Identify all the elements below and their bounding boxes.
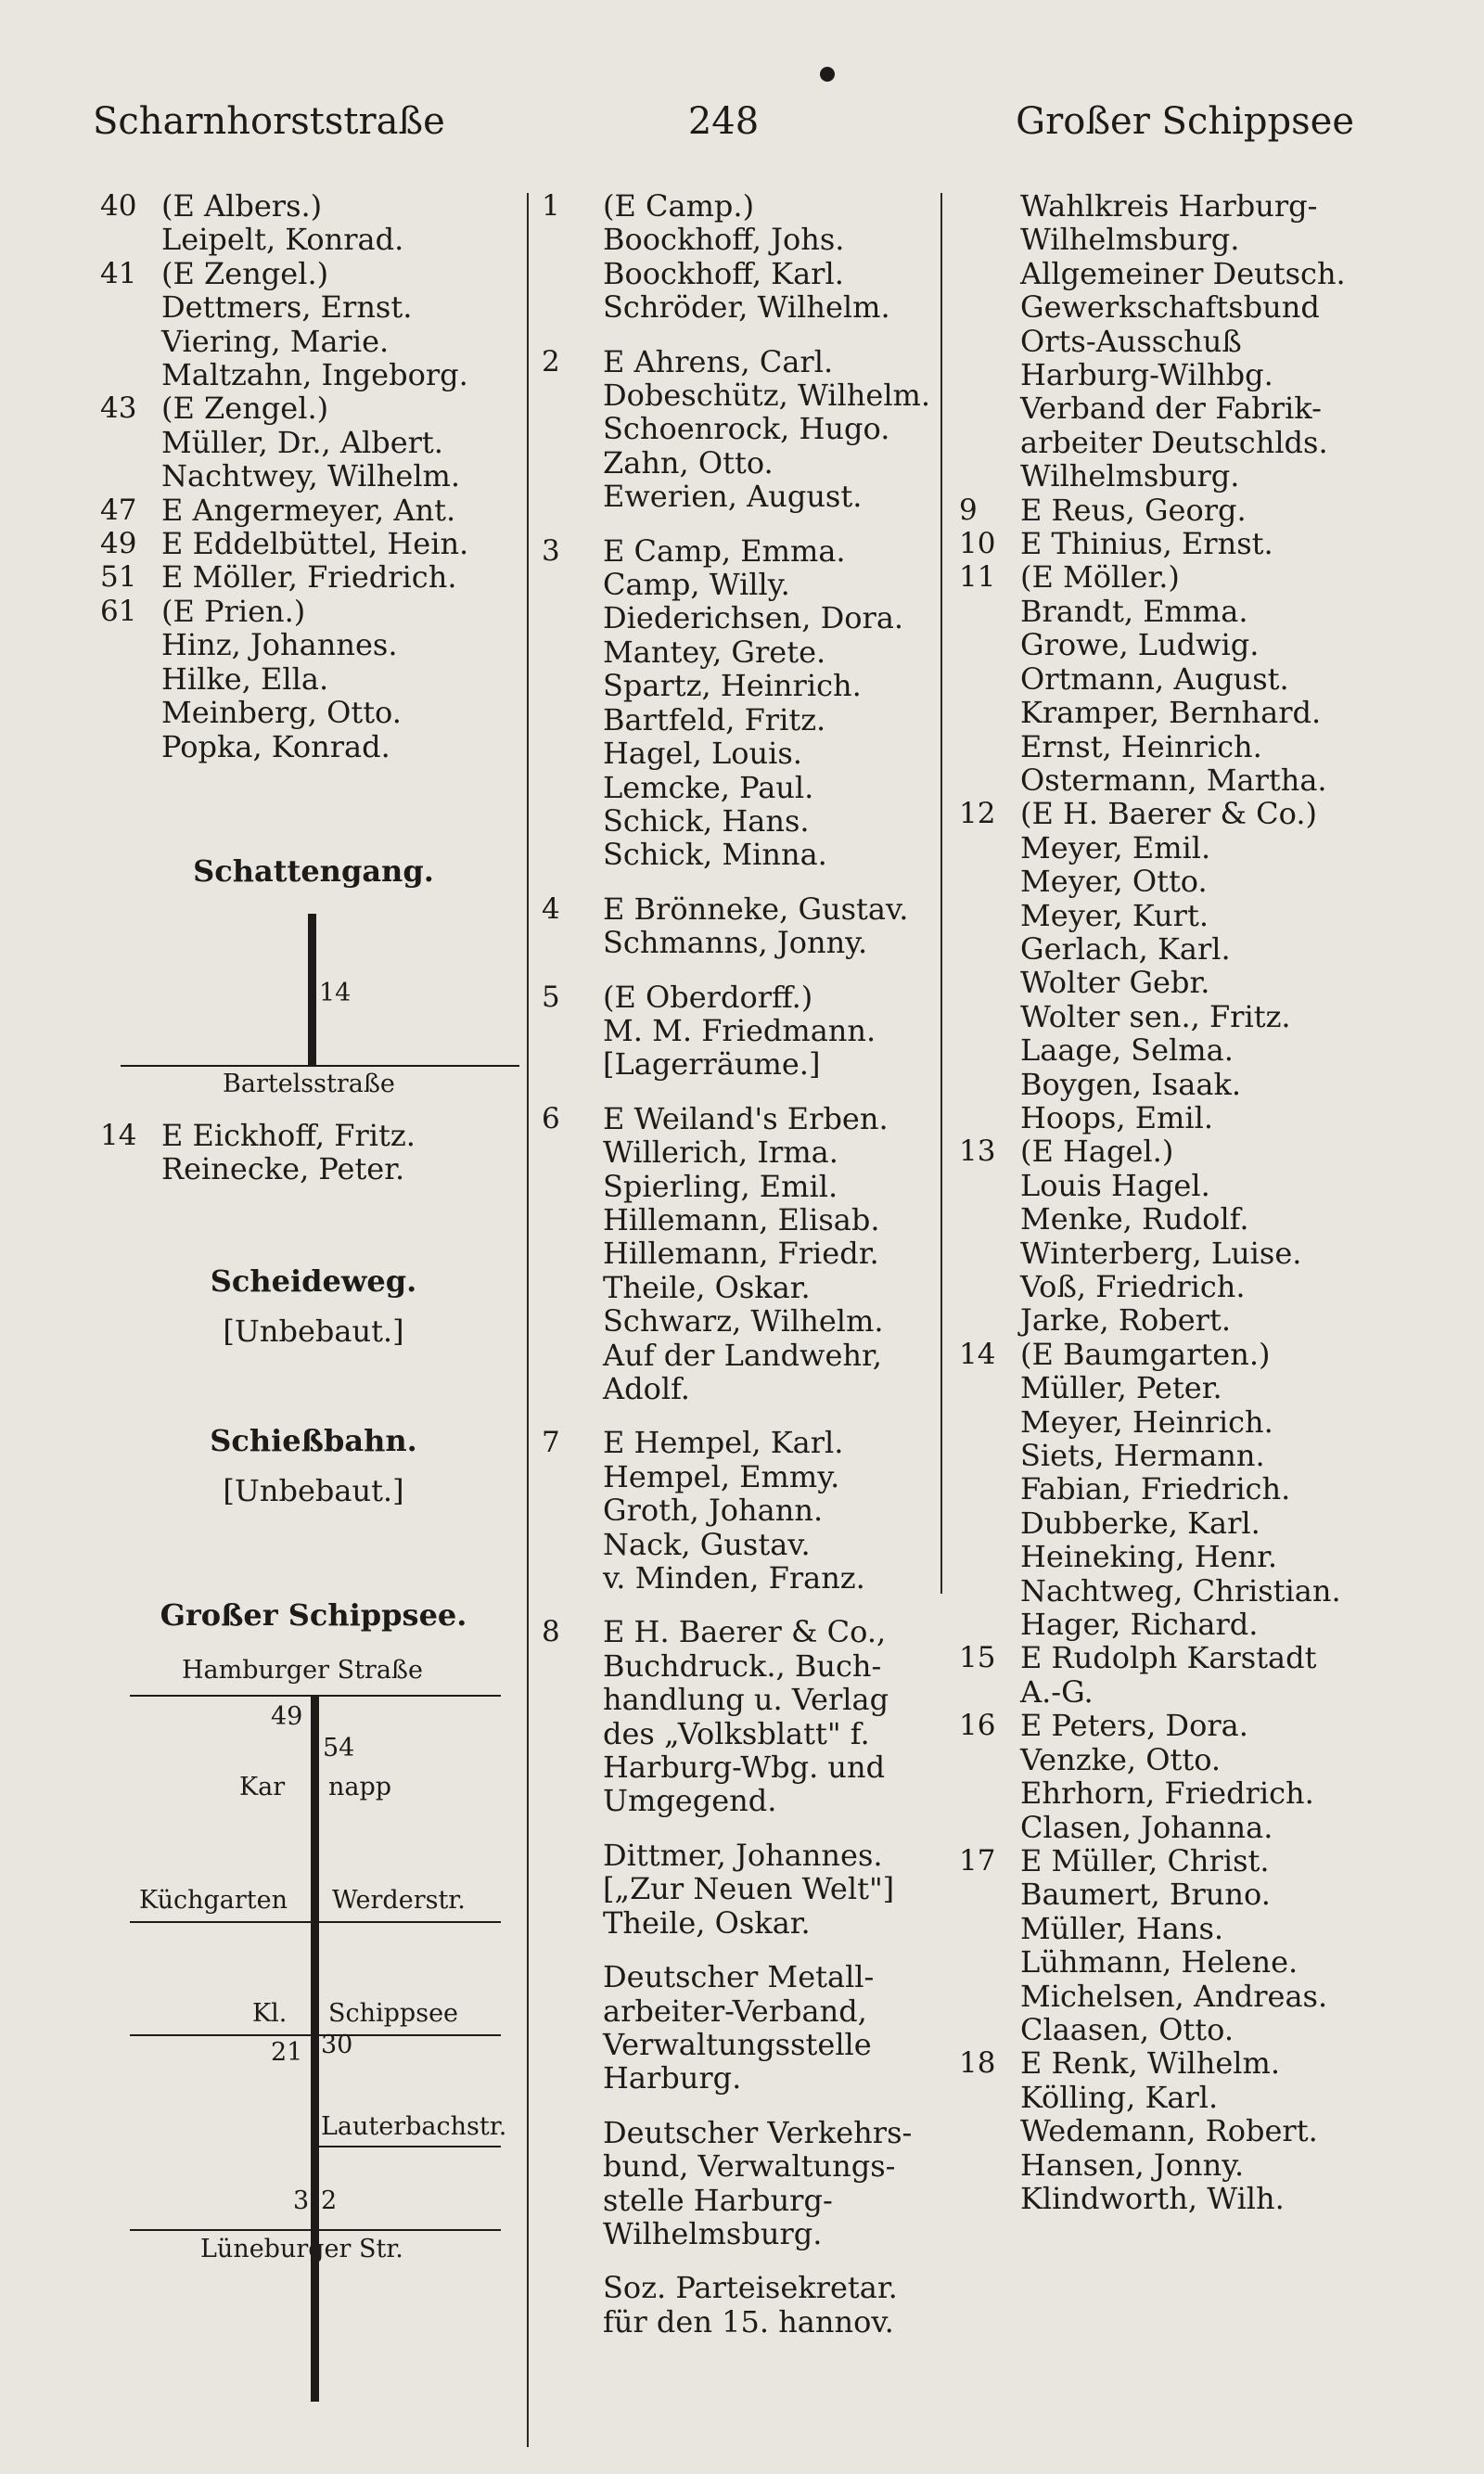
resident-line: Meyer, Kurt.: [1020, 897, 1209, 933]
resident-line: E Brönneke, Gustav.: [603, 891, 909, 927]
resident-line: Wolter sen., Fritz.: [1020, 998, 1291, 1034]
resident-line: Harburg-Wbg. und: [603, 1750, 886, 1786]
resident-line: v. Minden, Franz.: [603, 1560, 865, 1596]
resident-line: Nachtweg, Christian.: [1020, 1572, 1341, 1609]
resident-line: Theile, Oskar.: [603, 1904, 811, 1941]
resident-line: Boockhoff, Johs.: [603, 222, 845, 258]
page-header: [93, 100, 1354, 156]
resident-line: Müller, Peter.: [1020, 1370, 1222, 1406]
resident-line: Theile, Oskar.: [603, 1269, 811, 1305]
house-entry: [542, 1615, 940, 1817]
schippsee-line: [130, 2034, 501, 2036]
resident-line: (E Albers.): [161, 188, 323, 224]
resident-line: stelle Harburg-: [603, 2182, 833, 2218]
resident-line: Fabian, Friedrich.: [1020, 1471, 1291, 1507]
lauterbachstr-line: [315, 2146, 501, 2147]
resident-line: Deutscher Metall-: [603, 1959, 875, 1995]
house-number: 15: [959, 1641, 996, 1675]
house-number: 1: [542, 189, 560, 223]
house-entry: [542, 1426, 940, 1595]
house-number: 61: [100, 594, 137, 628]
cross-street-label: Bartelsstraße: [223, 1070, 395, 1098]
house-number: 14: [100, 1119, 137, 1152]
resident-line: E Angermeyer, Ant.: [161, 492, 456, 528]
resident-line: Venzke, Otto.: [1020, 1741, 1222, 1777]
house-entry: [542, 189, 940, 325]
bottom-street-line: [130, 2229, 501, 2231]
resident-line: Baumert, Bruno.: [1020, 1877, 1271, 1913]
schattengang-house-number: 14: [319, 979, 352, 1007]
resident-line: Meyer, Emil.: [1020, 829, 1211, 865]
resident-line: Siets, Hermann.: [1020, 1438, 1265, 1474]
resident-line: Lühmann, Helene.: [1020, 1944, 1298, 1980]
house-entry: [959, 1641, 1358, 1709]
resident-line: E Renk, Wilhelm.: [1020, 2045, 1280, 2082]
werderstr-line: [130, 1921, 501, 1923]
resident-line: (E Prien.): [161, 593, 306, 629]
resident-line: Clasen, Johanna.: [1020, 1809, 1273, 1845]
resident-line: Hilke, Ella.: [161, 660, 329, 697]
house-number: 4: [542, 891, 560, 926]
resident-line: Spartz, Heinrich.: [603, 668, 862, 704]
resident-line: Ehrhorn, Friedrich.: [1020, 1775, 1314, 1812]
house-number: 10: [959, 527, 996, 561]
resident-line: Nack, Gustav.: [603, 1526, 811, 1562]
resident-line: Meinberg, Otto.: [161, 695, 402, 731]
resident-line: Kölling, Karl.: [1020, 2079, 1219, 2115]
column-2: [542, 189, 940, 2339]
house-entry: [542, 534, 940, 872]
resident-line: Dittmer, Johannes.: [603, 1837, 883, 1873]
house-entry: [959, 2046, 1358, 2215]
resident-line: Hempel, Emmy.: [603, 1458, 840, 1494]
resident-line: Adolf.: [603, 1371, 690, 1406]
house-number: 51: [100, 560, 137, 595]
resident-line: Dubberke, Karl.: [1020, 1505, 1260, 1541]
house-number: 11: [959, 560, 996, 595]
resident-line: (E H. Baerer & Co.): [1020, 796, 1317, 832]
resident-line: Wilhelmsburg.: [603, 2215, 823, 2251]
resident-line: Hansen, Jonny.: [1020, 2147, 1245, 2183]
house-number: 40: [100, 189, 137, 223]
house-number: 49: [100, 527, 137, 561]
resident-line: für den 15. hannov.: [603, 2303, 894, 2339]
resident-line: (E Zengel.): [161, 391, 329, 427]
house-entry: [959, 527, 1358, 560]
house-number-21: 21: [271, 2038, 303, 2067]
cross-street-line: [121, 1065, 519, 1067]
house-entry: [542, 1102, 940, 1406]
house-number: 47: [100, 493, 137, 527]
resident-line: (E Zengel.): [161, 255, 329, 291]
schattengang-entries: [100, 1119, 527, 1186]
house-number: 14: [959, 1337, 996, 1371]
column-1: [100, 189, 527, 763]
resident-line: Growe, Ludwig.: [1020, 627, 1260, 663]
resident-line: Camp, Willy.: [603, 567, 790, 603]
resident-line: Dobeschütz, Wilhelm.: [603, 378, 931, 414]
resident-line: E Thinius, Ernst.: [1020, 526, 1273, 562]
label-werderstr: Werderstr.: [332, 1886, 466, 1915]
top-street-label: Hamburger Straße: [182, 1656, 423, 1685]
house-entry: [959, 1338, 1358, 1642]
house-entry: [100, 595, 527, 763]
resident-line: (E Hagel.): [1020, 1134, 1174, 1170]
resident-line: Diederichsen, Dora.: [603, 600, 904, 636]
resident-line: Meyer, Heinrich.: [1020, 1404, 1273, 1440]
resident-line: des „Volksblatt" f.: [603, 1715, 870, 1751]
house-entry: [542, 2116, 940, 2251]
resident-line: E Möller, Friedrich.: [161, 559, 457, 596]
house-entry: [542, 345, 940, 514]
main-street-line: [311, 1697, 319, 2402]
resident-line: Verwaltungsstelle: [603, 2026, 872, 2062]
resident-line: Michelsen, Andreas.: [1020, 1978, 1328, 2014]
resident-line: Hagel, Louis.: [603, 736, 802, 772]
house-entry: [959, 494, 1358, 527]
house-number-49: 49: [271, 1702, 303, 1731]
resident-line: Wilhelmsburg.: [1020, 222, 1240, 258]
resident-line: Schoenrock, Hugo.: [603, 411, 890, 447]
house-number: 12: [959, 797, 996, 831]
resident-line: Groth, Johann.: [603, 1493, 824, 1529]
house-entry: [100, 560, 527, 594]
label-schippsee: Schippsee: [328, 1999, 459, 2028]
house-number: 9: [959, 493, 978, 527]
resident-line: Wahlkreis Harburg-: [1020, 188, 1318, 224]
resident-line: Buchdruck., Buch-: [603, 1647, 882, 1684]
house-entry: [959, 1844, 1358, 2046]
schiessbahn-note: [Unbebaut.]: [223, 1473, 404, 1508]
resident-line: Hager, Richard.: [1020, 1607, 1259, 1643]
house-number-30: 30: [321, 2031, 353, 2059]
resident-line: Meyer, Otto.: [1020, 864, 1208, 900]
house-entry: [100, 257, 527, 392]
resident-line: Viering, Marie.: [161, 323, 390, 359]
house-entry: [100, 189, 527, 257]
bottom-street-label: Lüneburger Str.: [200, 2235, 403, 2263]
resident-line: Boygen, Isaak.: [1020, 1066, 1242, 1102]
label-kl: Kl.: [252, 1999, 288, 2028]
house-number: 18: [959, 2046, 996, 2081]
resident-line: E Rudolph Karstadt: [1020, 1640, 1317, 1676]
house-entry: [959, 1134, 1358, 1337]
house-number: 2: [542, 344, 560, 378]
resident-line: Popka, Konrad.: [161, 728, 390, 764]
resident-line: arbeiter-Verband,: [603, 1993, 867, 2029]
resident-line: Jarke, Robert.: [1020, 1302, 1231, 1339]
house-number: 13: [959, 1134, 996, 1169]
house-entry: [959, 1709, 1358, 1844]
house-number: 43: [100, 391, 137, 426]
header-street-left: Scharnhorststraße: [93, 100, 445, 143]
house-entry: [959, 189, 1358, 494]
label-lauterbachstr: Lauterbachstr.: [321, 2112, 507, 2141]
resident-line: E H. Baerer & Co.,: [603, 1614, 887, 1650]
house-entry: [542, 981, 940, 1082]
column-rule-2: [940, 193, 942, 1594]
resident-line: Schwarz, Wilhelm.: [603, 1303, 884, 1340]
resident-line: Wilhelmsburg.: [1020, 458, 1240, 494]
resident-line: Schröder, Wilhelm.: [603, 289, 890, 326]
grosser-schippsee-street-diagram: [121, 1656, 529, 2472]
resident-line: Mantey, Grete.: [603, 634, 826, 670]
resident-line: Müller, Hans.: [1020, 1910, 1224, 1946]
resident-line: Louis Hagel.: [1020, 1167, 1210, 1203]
ink-dot: [820, 67, 835, 82]
resident-line: Schick, Hans.: [603, 802, 810, 839]
resident-line: Harburg-Wilhbg.: [1020, 357, 1273, 393]
house-entry: [959, 797, 1358, 1134]
resident-line: Gerlach, Karl.: [1020, 930, 1231, 967]
resident-line: (E Möller.): [1020, 559, 1180, 596]
resident-line: Allgemeiner Deutsch.: [1020, 255, 1346, 291]
scheideweg-note: [Unbebaut.]: [223, 1314, 404, 1349]
resident-line: Ortmann, August.: [1020, 660, 1289, 697]
resident-line: Hillemann, Elisab.: [603, 1201, 880, 1237]
resident-line: E Müller, Christ.: [1020, 1842, 1270, 1878]
house-number: 6: [542, 1101, 560, 1135]
house-number-3: 3: [293, 2186, 310, 2215]
resident-line: E Ahrens, Carl.: [603, 343, 834, 379]
resident-line: Willerich, Irma.: [603, 1134, 838, 1171]
resident-line: (E Baumgarten.): [1020, 1336, 1271, 1372]
schattengang-street-diagram: [121, 914, 519, 1099]
column-3: [959, 189, 1358, 2215]
label-napp: napp: [328, 1773, 392, 1801]
house-entry: [542, 2271, 940, 2339]
resident-line: M. M. Friedmann.: [603, 1012, 876, 1048]
house-number: 41: [100, 256, 137, 290]
resident-line: Kramper, Bernhard.: [1020, 695, 1322, 731]
page-number: 248: [687, 100, 760, 143]
label-kar: Kar: [239, 1773, 286, 1801]
resident-line: Dettmers, Ernst.: [161, 289, 413, 326]
house-entry: [100, 1119, 527, 1186]
section-title-schattengang: Schattengang.: [193, 853, 434, 889]
resident-line: Gewerkschaftsbund: [1020, 289, 1320, 326]
section-title-grosser-schippsee: Großer Schippsee.: [160, 1597, 467, 1633]
section-title-scheideweg: Scheideweg.: [210, 1263, 417, 1299]
resident-line: Maltzahn, Ingeborg.: [161, 357, 468, 393]
resident-line: [„Zur Neuen Welt"]: [603, 1871, 895, 1907]
resident-line: Orts-Ausschuß: [1020, 323, 1242, 359]
resident-line: Laage, Selma.: [1020, 1032, 1234, 1069]
resident-line: Claasen, Otto.: [1020, 2011, 1235, 2047]
resident-line: Umgegend.: [603, 1783, 777, 1819]
house-entry: [959, 560, 1358, 797]
resident-line: Reinecke, Peter.: [161, 1151, 405, 1187]
resident-line: E Weiland's Erben.: [603, 1100, 889, 1136]
resident-line: E Peters, Dora.: [1020, 1708, 1248, 1744]
header-street-right: Großer Schippsee: [1016, 100, 1354, 143]
resident-line: arbeiter Deutschlds.: [1020, 424, 1328, 460]
resident-line: Harburg.: [603, 2060, 742, 2096]
house-number-54: 54: [323, 1734, 355, 1763]
house-number: 16: [959, 1709, 996, 1743]
resident-line: Schick, Minna.: [603, 837, 827, 873]
label-kuechgarten: Küchgarten: [139, 1886, 288, 1915]
house-entry: [100, 494, 527, 527]
house-number: 5: [542, 980, 560, 1014]
resident-line: Hinz, Johannes.: [161, 627, 398, 663]
resident-line: E Hempel, Karl.: [603, 1425, 844, 1461]
resident-line: Leipelt, Konrad.: [161, 222, 404, 258]
house-entry: [542, 892, 940, 960]
resident-line: A.-G.: [1020, 1673, 1094, 1710]
resident-line: E Reus, Georg.: [1020, 492, 1247, 528]
resident-line: Hillemann, Friedr.: [603, 1236, 879, 1272]
resident-line: Klindworth, Wilh.: [1020, 2180, 1285, 2216]
resident-line: Ostermann, Martha.: [1020, 762, 1327, 798]
resident-line: Zahn, Otto.: [603, 444, 774, 481]
resident-line: Soz. Parteisekretar.: [603, 2270, 898, 2306]
resident-line: Ewerien, August.: [603, 479, 863, 515]
resident-line: Deutscher Verkehrs-: [603, 2114, 913, 2150]
resident-line: Lemcke, Paul.: [603, 769, 814, 805]
resident-line: Schmanns, Jonny.: [603, 925, 868, 961]
house-number: 17: [959, 1843, 996, 1878]
house-entry: [100, 527, 527, 560]
resident-line: Nachtwey, Wilhelm.: [161, 458, 461, 494]
resident-line: Spierling, Emil.: [603, 1168, 838, 1204]
resident-line: Hoops, Emil.: [1020, 1099, 1214, 1135]
house-number-2: 2: [321, 2186, 338, 2215]
resident-line: Wolter Gebr.: [1020, 965, 1210, 1001]
resident-line: Voß, Friedrich.: [1020, 1269, 1246, 1304]
resident-line: Ernst, Heinrich.: [1020, 728, 1262, 764]
resident-line: E Eickhoff, Fritz.: [161, 1118, 416, 1153]
resident-line: (E Camp.): [603, 188, 755, 224]
section-title-schiessbahn: Schießbahn.: [210, 1423, 417, 1458]
resident-line: Verband der Fabrik-: [1020, 391, 1322, 427]
resident-line: Brandt, Emma.: [1020, 593, 1248, 629]
resident-line: [Lagerräume.]: [603, 1046, 821, 1083]
resident-line: Heineking, Henr.: [1020, 1539, 1278, 1575]
schattengang-street-line: [308, 914, 316, 1067]
resident-line: E Eddelbüttel, Hein.: [161, 526, 469, 562]
resident-line: Auf der Landwehr,: [603, 1337, 882, 1373]
resident-line: E Camp, Emma.: [603, 532, 846, 569]
house-entry: [542, 1960, 940, 2096]
house-number: 3: [542, 533, 560, 568]
house-number: 7: [542, 1426, 560, 1460]
resident-line: Bartfeld, Fritz.: [603, 701, 826, 737]
house-entry: [100, 391, 527, 493]
resident-line: (E Oberdorff.): [603, 979, 813, 1015]
house-number: 8: [542, 1615, 560, 1649]
house-entry: [542, 1839, 940, 1940]
resident-line: handlung u. Verlag: [603, 1682, 889, 1718]
resident-line: Menke, Rudolf.: [1020, 1201, 1249, 1237]
resident-line: Boockhoff, Karl.: [603, 255, 844, 291]
resident-line: bund, Verwaltungs-: [603, 2148, 896, 2185]
resident-line: Winterberg, Luise.: [1020, 1235, 1302, 1271]
resident-line: Wedemann, Robert.: [1020, 2113, 1318, 2149]
resident-line: Müller, Dr., Albert.: [161, 424, 443, 460]
